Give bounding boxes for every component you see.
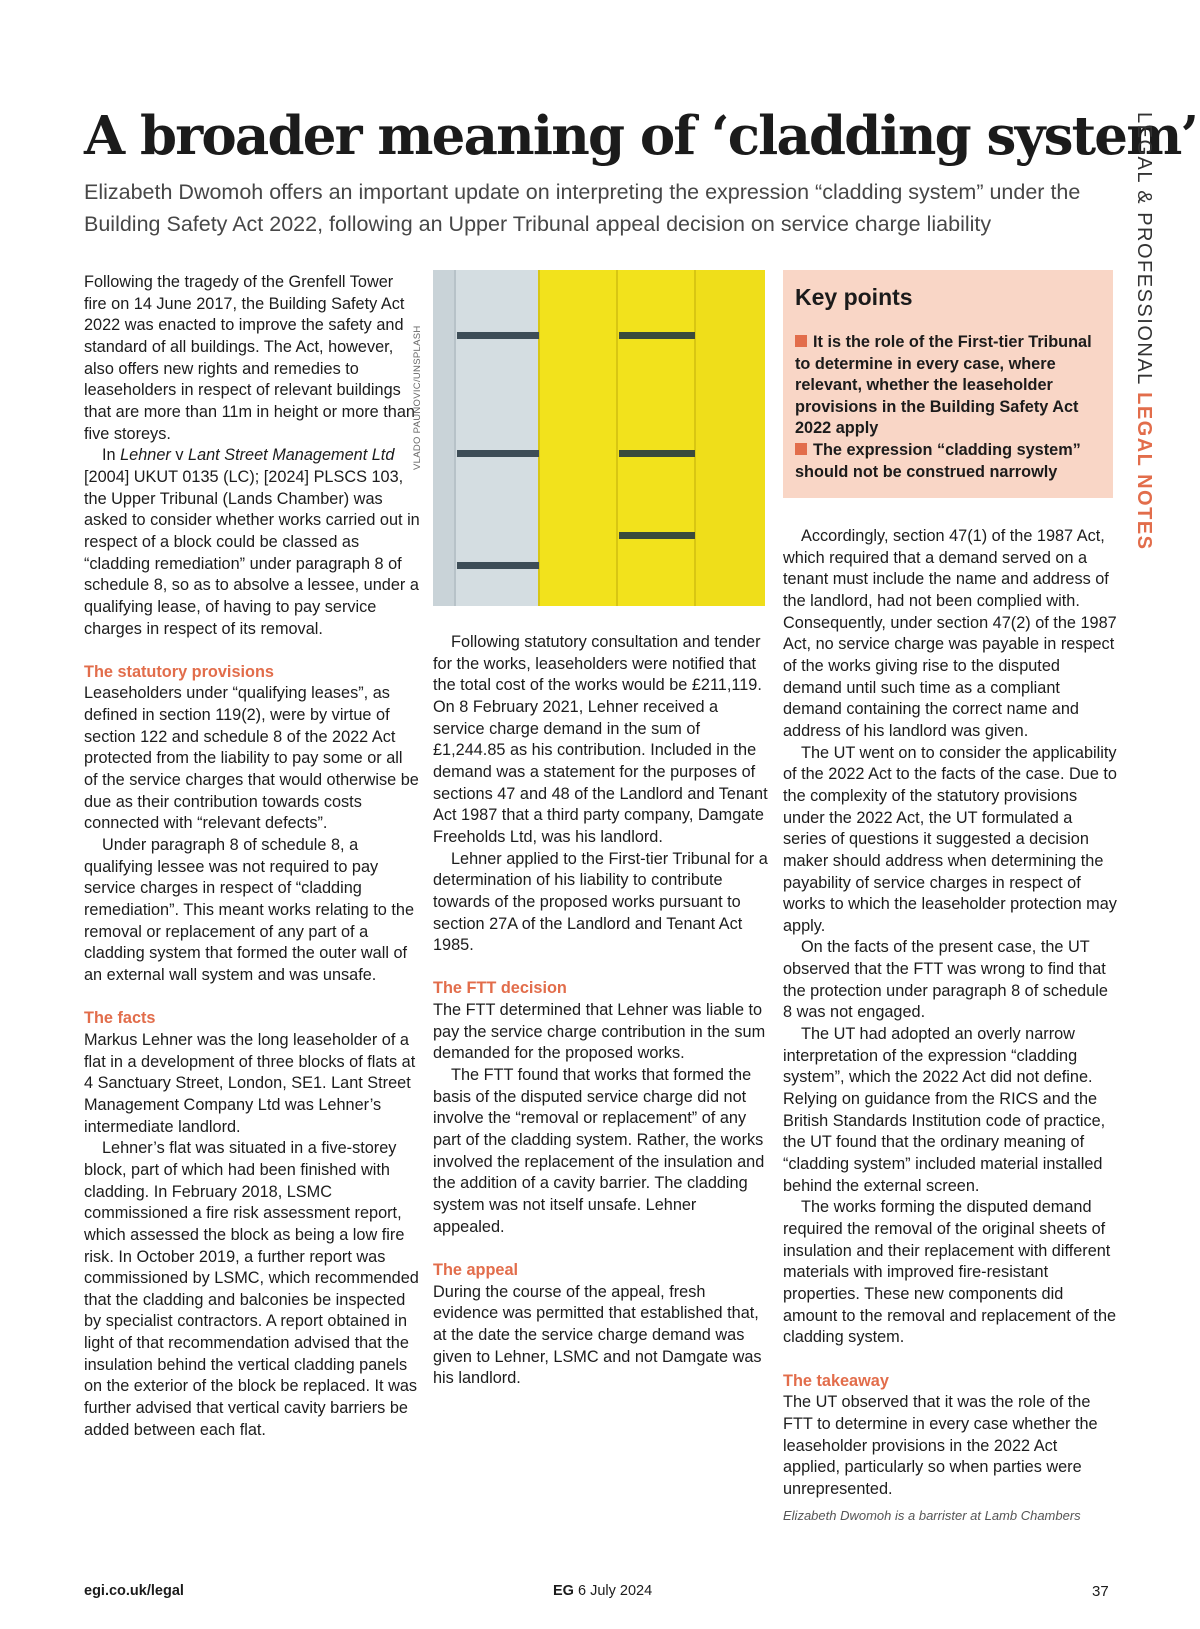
body-paragraph: Following the tragedy of the Grenfell Tower fire on 14 June 2017, the Building Safety Act 2022 was enacted to improve the safety and standard of all buildings. The Act, however, also offers new rights and remedies to leaseholders in respect of relevant buildings that are more than 11m in height or more than five storeys. (84, 273, 415, 443)
text-run: In (102, 446, 121, 465)
key-points-box (783, 270, 1113, 498)
body-paragraph: Leaseholders under “qualifying leases”, as defined in section 119(2), were by virtue of section 122 and schedule 8 of the 2022 Act protected from the liability to pay some or all of the service charges that would otherwise be due as their contribution towards costs connected with “relevant defects”. (84, 684, 419, 833)
photo-shadow-ledge (619, 532, 695, 539)
body-paragraph: The FTT found that works that formed the basis of the disputed service charge did not involve the “removal or replacement” of any part of the cladding system. Rather, the works involved the replacement of the insulation and the addition of a cavity barrier. The cladding system was not itself unsafe. Lehner appealed. (433, 1066, 765, 1236)
bullet-square-icon (795, 335, 807, 347)
section-label-accent: LEGAL NOTES (1133, 392, 1155, 551)
case-name: Lehner (120, 446, 171, 465)
section-heading: The FTT decision (433, 979, 567, 998)
author-byline: Elizabeth Dwomoh is a barrister at Lamb Chambers (783, 1508, 1081, 1523)
article-column-1 (84, 272, 420, 1441)
body-paragraph: The UT observed that it was the role of the FTT to determine in every case whether the leaseholder provisions in the 2022 Act applied, particularly so when parties were unrepresented. (783, 1393, 1098, 1498)
photo-shadow-ledge (457, 562, 539, 569)
photo-shadow-ledge (619, 332, 695, 339)
key-points-heading: Key points (795, 284, 913, 310)
photo-yellow-panel-right (695, 270, 765, 606)
footer-date: 6 July 2024 (573, 1583, 653, 1599)
section-heading: The appeal (433, 1261, 519, 1279)
page-number: 37 (1092, 1583, 1109, 1600)
article-standfirst: Elizabeth Dwomoh offers an important update on interpreting the expression “cladding system” under the Building Safety Act 2022, following an Upper Tribunal appeal decision on service charge liability (84, 180, 1081, 236)
body-paragraph: Following statutory consultation and tender for the works, leaseholders were notified that the total cost of the works would be £211,119. On 8 February 2021, Lehner received a service charge demand in the sum of £1,244.85 as his contribution. Included in the demand was a statement for the purposes of sections 47 and 48 of the Landlord and Tenant Act 1987 that a third party company, Damgate Freeholds Ltd, was his landlord. (433, 633, 768, 846)
body-paragraph: Markus Lehner was the long leaseholder of a flat in a development of three blocks of flats at 4 Sanctuary Street, London, SE1. Lant Street Management Company Ltd was Lehner’s intermediate landlord. (84, 1030, 416, 1136)
photo-shadow-ledge (619, 450, 695, 457)
body-paragraph: Lehner applied to the First-tier Tribunal for a determination of his liability to contribute towards of the proposed works pursuant to section 27A of the Landlord and Tenant Act 1985. (433, 849, 768, 955)
footer-issue (553, 1583, 652, 1599)
key-point-text: The expression “cladding system” should not be construed narrowly (795, 440, 1081, 481)
body-paragraph (84, 445, 420, 640)
section-heading: The takeaway (783, 1371, 889, 1390)
key-points-list (795, 332, 1105, 483)
body-paragraph: Lehner’s flat was situated in a five-storey block, part of which had been finished with cladding. In February 2018, LSMC commissioned a fire risk assessment report, which assessed the block as being a low fire risk. In October 2019, a further report was commissioned by LSMC, which recommended that the cladding and balconies be inspected by specialist contractors. A report obtained in light of that recommendation advised that the insulation behind the vertical cladding panels on the exterior of the block be replaced. It was further advised that vertical cavity barriers be added between each flat. (84, 1139, 419, 1439)
photo-shadow-ledge (457, 332, 539, 339)
key-point-item (795, 440, 1105, 483)
key-point-item (795, 332, 1105, 440)
text-run: v (170, 446, 189, 465)
case-name: Lant Street Management Ltd (188, 446, 395, 465)
body-paragraph: During the course of the appeal, fresh evidence was permitted that established that, at the date the service charge demand was given to Lehner, LSMC and not Damgate was his landlord. (433, 1282, 762, 1388)
body-paragraph: The works forming the disputed demand required the removal of the original sheets of insulation and their replacement with different materials with improved fire-resistant properties. These new components did amount to the removal and replacement of the cladding system. (783, 1198, 1117, 1347)
article-column-3 (783, 526, 1118, 1501)
body-paragraph: The FTT determined that Lehner was liable to pay the service charge contribution in the sum demanded for the proposed works. (433, 1001, 766, 1063)
photo-credit: VLADO PAUNOVIC/UNSPLASH (412, 325, 423, 470)
photo-shadow-ledge (457, 450, 539, 457)
body-paragraph: Accordingly, section 47(1) of the 1987 Act, which required that a demand served on a tenant must include the name and address of the landlord, had not been complied with. Consequently, under section 47(2) of the 1987 Act, no service charge was payable in respect of the works giving rise to the disputed demand until such time as a compliant demand containing the correct name and address of his landlord was given. (783, 527, 1117, 740)
section-label (1132, 112, 1155, 550)
text-run: [2004] UKUT 0135 (LC); [2024] PLSCS 103, the Upper Tribunal (Lands Chamber) was asked to consider whether works carried out in respect of a block could be classed as “cladding remediation” under paragraph 8 of schedule 8, so as to absolve a lessee, under a qualifying lease, of having to pay service charges in respect of its removal. (84, 467, 420, 638)
body-paragraph: The UT went on to consider the applicability of the 2022 Act to the facts of the case. Due to the complexity of the statutory provisions under the 2022 Act, the UT formulated a series of questions it suggested a decision maker should address when determining the payability of service charges in respect of works to which the leaseholder protection may apply. (783, 743, 1117, 935)
body-paragraph: Under paragraph 8 of schedule 8, a qualifying lessee was not required to pay service charges in respect of “cladding remediation”. This meant works relating to the removal or replacement of any part of a cladding system that formed the outer wall of an external wall system and was unsafe. (84, 836, 414, 984)
article-title: A broader meaning of ‘cladding system’ (84, 105, 1198, 167)
footer-brand: EG (553, 1583, 574, 1599)
photo-grey-panel-light (455, 270, 539, 606)
article-column-2 (433, 632, 768, 1390)
body-paragraph: On the facts of the present case, the UT observed that the FTT was wrong to find that the protection under paragraph 8 of schedule 8 was not engaged. (783, 938, 1108, 1022)
section-heading: The statutory provisions (84, 662, 274, 681)
cladding-photo (433, 270, 765, 606)
bullet-square-icon (795, 443, 807, 455)
key-point-text: It is the role of the First-tier Tribunal to determine in every case, where relevant, whether the leaseholder provisions in the Building Safety Act 2022 apply (795, 333, 1092, 438)
section-label-prefix: LEGAL & PROFESSIONAL (1133, 112, 1155, 393)
body-paragraph: The UT had adopted an overly narrow interpretation of the expression “cladding system”, which the 2022 Act did not define. Relying on guidance from the RICS and the British Standards Institution code of practice, the UT found that the ordinary meaning of “cladding system” included material installed behind the external screen. (783, 1025, 1106, 1195)
section-heading: The facts (84, 1009, 156, 1028)
footer-website: egi.co.uk/legal (84, 1583, 184, 1599)
